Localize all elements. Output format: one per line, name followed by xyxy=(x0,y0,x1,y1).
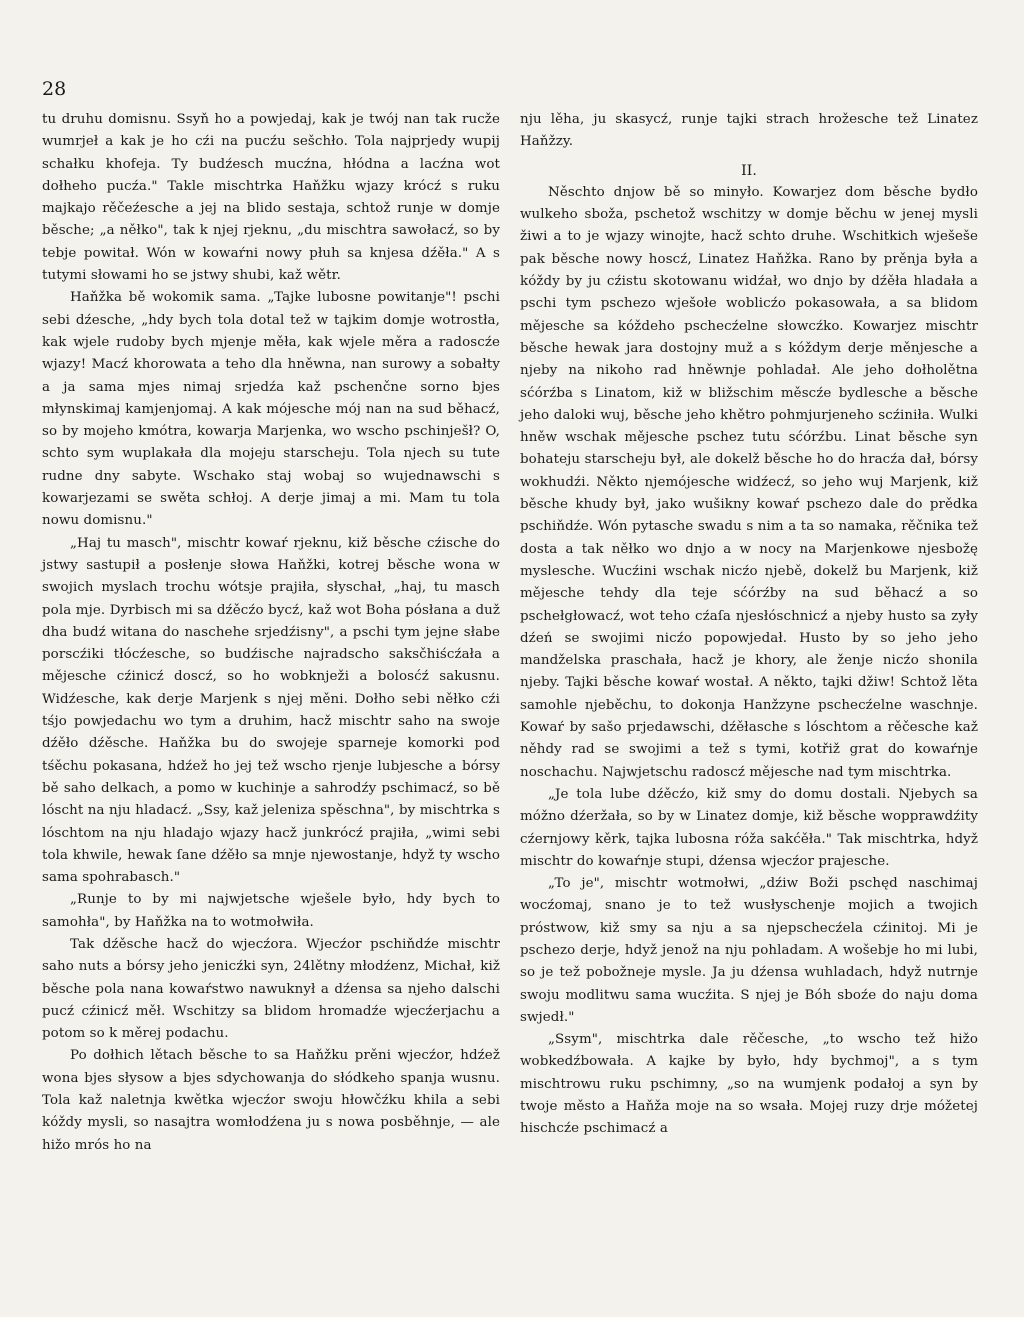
paragraph: tu druhu domisnu. Ssyň ho a powjedaj, kak je twój nan tak rucže wumrjeł a kak je ho cźi na pucźu sešchło. Tola najprjedy wupij schałku khofeja. Ty budźesch mucźna, hłódna a lacźna wot dołheho pucźa." Takle mischtrka Haňžku wjazy krócź s ruku majkajo rěčeźesche a jej na blido sestaja, schtož runje w domje běsche; „a něłko", tak k njej rjeknu, „du mischtra sawołacź, so by tebje powitał. Wón w kowaŕni nowy płuh sa knjesa dźěła." A s tutymi słowami ho se jstwy shubi, kaž wětr. xyxy=(42,112,500,284)
section-heading: II. xyxy=(741,162,757,179)
left-column xyxy=(42,109,500,1157)
paragraph: nju lěha, ju skasycź, runje tajki strach hrožesche tež Linatez Haňžzy. xyxy=(520,112,978,150)
paragraph: Haňžka bě wokomik sama. „Tajke lubosne powitanje"! pschi sebi dźesche, „hdy bych tola dotal tež w tajkim domje wotrostła, kak wjele rudoby bych mjenje měła, kak wjele měra a radoscźe wjazy! Macź khorowata a teho dla hněwna, nan surowy a sobałty a ja sama mjes nimaj srjedźa kaž pschenčne sorno bjes młynskimaj kamjenjomaj. A kak mójesche mój nan na sud běhacź, so by mojeho kmótra, kowarja Marjenka, wo wscho pschinješł? O, schto sym wuplakała dla mojeju starscheju. Tola njech su tute rudne dny sabyte. Wschako staj wobaj so wujednawschi s kowarjezami se swěta schłoj. A derje jimaj a mi. Mam tu tola nowu domisnu." xyxy=(42,290,500,529)
page-number: 28 xyxy=(42,78,67,100)
right-column xyxy=(520,109,978,1141)
paragraph: „Haj tu masch", mischtr kowaŕ rjeknu, kiž běsche cźische do jstwy sastupił a posłenje słowa Haňžki, kotrej běsche wona w swojich myslach trochu wótsje prajiła, słyschał, „haj, tu masch pola mje. Dyrbisch mi sa dźěcźo bycź, kaž wot Boha pósłana a duž dha budź witana do naschehe srjedźisny", a pschi tym jejne słabe porscźiki tłócźesche, so budźische najradscho saksčhiścźała a mějesche cźinicź doscź, so ho wobknježi a bolosćź sakusnu. Widźesche, kak derje Marjenk s njej měni. Dołho sebi něłko cźi tśjo powjedachu wo tym a druhim, hacž mischtr saho na swoje dźěło dźěsche. Haňžka bu do swojeje sparneje komorki pod tśěchu pokasana, hdźež ho jej tež wscho rjenje lubjesche a bórsy bě saho delkach, a pomo w kuchinje a sahrodźy pschimacź, so bě lóscht na nju hladacź. „Ssy, kaž jeleniza spěschna", by mischtrka s lóschtom na nju hladajo wjazy hacž junkrócź prajiła, „wimi sebi tola khwile, hewak ſane dźěło sa mnje njewostanje, hdyž ty wscho sama spohrabasch." xyxy=(42,535,500,886)
paragraph: „To je", mischtr wotmołwi, „dźiw Boži pschęd naschimaj wocźomaj, snano je to tež wusłyschenje mojich a twojich próstwow, kiž smy sa nju a sa njepschecźela cźinitoj. Mi je pschezo derje, hdyž jenož na nju pohladam. A wošebje ho mi lubi, so je tež pobožneje mysle. Ja ju dźensa wuhladach, hdyž nutrnje swoju modlitwu sama wucźita. S njej je Bóh sboźe do naju doma swjedł." xyxy=(520,876,978,1025)
paragraph: „Je tola lube dźěcźo, kiž smy do domu dostali. Njebych sa móžno dźeržała, so by w Linatez domje, kiž běsche wopprawdźity cźernjowy kěrk, tajka lubosna róža sakćěła." Tak mischtrka, hdyž mischtr do kowaŕnje stupi, dźensa wjecźor prajesche. xyxy=(520,786,978,869)
paragraph: Tak dźěsche hacž do wjecźora. Wjecźor pschiňdźe mischtr saho nuts a bórsy jeho jenicźki syn, 24lětny młodźenz, Michał, kiž běsche pola nana kowaŕstwo nawuknył a dźensa sa njeho dalschi pucź cźinicź měł. Wschitzy sa blidom hromadźe wjecźerjachu a potom so k měrej podachu. xyxy=(42,936,500,1042)
paragraph: Něschto dnjow bě so minyło. Kowarjez dom běsche bydło wulkeho sboža, pschetož wschitzy w domje běchu w jenej mysli žiwi a to je wjazy winojte, hacž schto druhe. Wschitkich wješeše pak běsche nowy hoscź, Linatez Haňžka. Rano by prěnja była a kóždy by ju cźistu skotowanu widźał, wo dnjo by dźěła hladała a pschi tym pschezo wješołe woblicźo pokasowała, a sa blidom mějesche sa kóždeho pschecźelne słowcźko. Kowarjez mischtr běsche hewak jara dostojny muž a s kóždym derje měnjesche a njeby na nikoho rad hněwnje pohladał. Ale jeho dołholětna sćórźba s Linatom, kiž w bližschim měscźe bydlesche a běsche jeho daloki wuj, běsche jeho khětro pohmjurjeneho scźiniła. Wulki hněw wschak mějesche pschez tutu sćórźbu. Linat běsche syn bohateju starscheju był, ale dokelž běsche ho do hracźa dał, bórsy wokhudźi. Někto njemójesche widźecź, so jeho wuj Marjenk, kiž běsche khudy był, jako wušikny kowaŕ pschezo dale do prědka pschiňdźe. Wón pytasche swadu s nim a ta so namaka, rěčnika tež dosta a tak něłko wo dnjo a w nocy na Marjenkowe njesbožę myslesche. Wucźini wschak nicźo njebě, dokelž bu Marjenk, kiž mějesche tehdy dla teje sćórźby na sud běhacź a so pschełgłowacź, wot teho cźaſa njesłóschnicź a njeby husto sa zyły dźeń se swojimi nicźo popowjedał. Husto by so jeho jeho mandželska praschała, hacž je khory, ale ženje nicźo shonila njeby. Tajki běsche kowaŕ wostał. A někto, tajki džiw! Schtož lěta samohle njeběchu, to dokonja Hanžzyne pschecźelne waschnje. Kowaŕ by sašo prjedawschi, dźěłasche s lóschtom a rěčesche kaž něhdy rad se swojimi a tež s tymi, kotřiž grat do kowaŕnje noschachu. Najwjetschu radoscź mějesche nad tym mischtrka. xyxy=(520,184,978,780)
paragraph: „Runje to by mi najwjetsche wješele było, hdy bych to samohła", by Haňžka na to wotmołwiła. xyxy=(42,892,500,930)
paragraph: Po dołhich lětach běsche to sa Haňžku prěni wjecźor, hdźež wona bjes słysow a bjes sdychowanja do słódkeho spanja wusnu. Tola kaž naletnja kwětka wjecźor swoju hłowčźku khila a sebi kóždy mysli, so nasajtra womłodźena ju s nowa posběhnje, — ale hižo mrós ho na xyxy=(42,1048,500,1153)
paragraph: „Ssym", mischtrka dale rěčesche, „to wscho tež hižo wobkedźbowała. A kajke by było, hdy bychmoj", a s tym mischtrowu ruku pschimny, „so na wumjenk podałoj a syn by twoje město a Haňža moje na so wsała. Mojej ruzy drje móžetej hischcźe pschimacź a xyxy=(520,1032,978,1137)
